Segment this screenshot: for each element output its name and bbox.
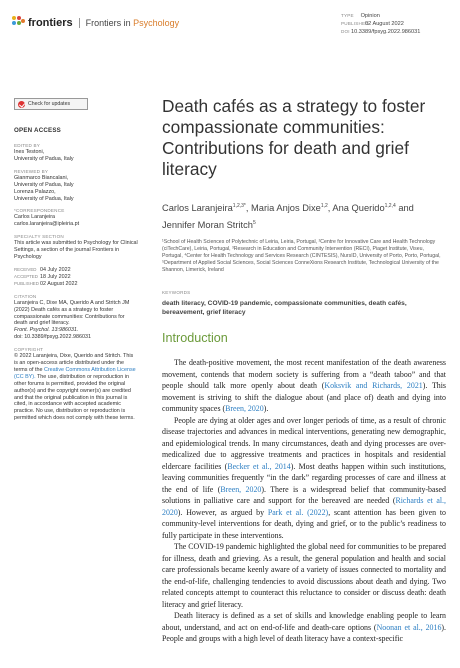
citation-link[interactable]: Park et al. (2022) — [267, 507, 329, 517]
journal-accent: Psychology — [133, 17, 180, 28]
accepted-date — [14, 274, 138, 281]
article-body — [162, 357, 446, 645]
citation-journal: Front. Psychol. 13:986031. — [14, 327, 79, 334]
author-separator: , — [245, 203, 252, 214]
correspondence-label: *CORRESPONDENCE — [14, 208, 65, 214]
published-value: 02 August 2022 — [40, 280, 78, 287]
citation-link[interactable]: Koksvik and Richards, 2021 — [324, 381, 423, 391]
author-affiliation-marker: 1,2,3* — [232, 203, 246, 209]
meta-type-value: Opinion — [360, 13, 380, 19]
accepted-label: ACCEPTED — [14, 273, 38, 279]
citation-link[interactable]: Noonan et al., 2016 — [376, 622, 442, 632]
article-sidebar — [14, 98, 138, 422]
received-value: 04 July 2022 — [40, 266, 71, 273]
citation-label: CITATION — [14, 293, 37, 299]
author-list — [162, 199, 446, 233]
copyright-label: COPYRIGHT — [14, 347, 44, 353]
citation-text — [14, 300, 138, 341]
publisher-name: frontiers — [28, 16, 73, 29]
received-label: RECEIVED — [14, 266, 37, 272]
author-name[interactable]: Maria Anjos Dixe — [251, 203, 321, 214]
check-updates-icon — [18, 101, 25, 108]
author-separator: , — [327, 203, 333, 214]
author-name[interactable]: Carlos Laranjeira — [162, 203, 233, 214]
frontiers-logo[interactable] — [12, 16, 179, 29]
correspondence-text[interactable]: Carlos Laranjeira carlos.laranjeira@ipleiria.pt — [14, 214, 80, 228]
paragraph-text: ). However, as argued by — [177, 507, 268, 517]
body-paragraph — [162, 415, 446, 542]
paragraph-text: , scant attention has been given to community-level interventions for death, dying and grief, or to the public’s readiness to fully participate in these interventions. — [162, 507, 446, 540]
open-access-label: OPEN ACCESS — [14, 127, 62, 134]
body-paragraph — [162, 541, 446, 610]
body-paragraph — [162, 610, 446, 645]
author-affiliation-marker: 1,2 — [320, 203, 328, 209]
journal-name — [86, 18, 180, 28]
cc-by-license-link[interactable]: Creative Commons Attribution License (CC BY). — [14, 366, 136, 380]
author-affiliation-marker: 1,2,4 — [384, 203, 396, 209]
published-date — [14, 281, 138, 288]
accepted-value: 18 July 2022 — [40, 273, 71, 280]
keywords-label: KEYWORDS — [162, 290, 191, 296]
meta-doi-label: DOI — [341, 29, 350, 34]
paragraph-text: ). This movement is striving to shift the dialogue about (and place of) death and dying into community spaces ( — [162, 381, 446, 414]
keywords-text: death literacy, COVID-19 pandemic, compassionate communities, death cafés, bereavement, grief literacy — [162, 300, 407, 317]
published-label: PUBLISHED — [14, 280, 39, 286]
citation-link[interactable]: Breen, 2020 — [225, 404, 264, 414]
check-for-updates-button[interactable] — [14, 98, 88, 110]
specialty-section-label: SPECIALTY SECTION — [14, 234, 64, 240]
paragraph-text: The COVID-19 pandemic highlighted the global need for communities to be prepared for illness, death and grieving. As a result, the general population and health and social care professionals became keenly aware of a variety of issues connected to mortality and the end-of-life, challenging tendencies to avoid discussions about death and dying. Two related concepts attempt to counteract this reluctance to consider or discuss death: death literacy and grief literacy. — [162, 542, 446, 609]
copyright-text — [14, 353, 138, 422]
citation-link[interactable]: Becker et al., 2014 — [227, 461, 291, 471]
specialty-section-text: This article was submitted to Psychology for Clinical Settings, a section of the journal Frontiers in Psychology — [14, 240, 138, 261]
check-updates-label: Check for updates — [28, 101, 71, 107]
section-heading-introduction: Introduction — [162, 331, 228, 346]
meta-published-label: PUBLISHED — [341, 21, 369, 26]
edited-by-text: Ines Testoni, University of Padua, Italy — [14, 149, 74, 162]
paragraph-text: ). Most deaths happen within such institutions, leaving communities frequently “in the dark” regarding processes of care and illness at the end of life ( — [162, 461, 446, 494]
paragraph-text: ). — [263, 404, 269, 414]
meta-doi-value[interactable]: 10.3389/fpsyg.2022.986031 — [351, 29, 421, 35]
paragraph-text: The death-positive movement, the most recent manifestation of the death awareness movement, contends that modern society is suffering from a “death taboo” and that people should talk more openly about death ( — [162, 358, 446, 391]
meta-doi — [341, 28, 420, 36]
paragraph-text: Death literacy is defined as a set of skills and knowledge enabling people to learn about, understand, and act on end-of-life and death-care options ( — [162, 611, 446, 632]
meta-published-value: 02 August 2022 — [365, 21, 404, 27]
edited-by-label: EDITED BY — [14, 143, 41, 148]
article-dates — [14, 267, 138, 288]
reviewed-by-text: Gianmarco Biancalani, University of Padua, Italy Lorenza Palazzo, University of Padua, Italy — [14, 174, 74, 202]
copyright-part-b: The use, distribution or reproduction in other forums is permitted, provided the original author(s) and the copyright owner(s) are credited and that the original publication in this journal is cited, in accordance with accepted academic practice. No use, distribution or reproduction is permitted which does not comply with these terms. — [14, 373, 135, 422]
citation-link[interactable]: Breen, 2020 — [220, 484, 262, 494]
reviewed-by-label: REVIEWED BY — [14, 168, 49, 174]
meta-published — [341, 20, 420, 28]
frontiers-logo-icon — [12, 16, 25, 29]
author-name[interactable]: Ana Querido — [332, 203, 385, 214]
citation-body: Laranjeira C, Dixe MA, Querido A and Stritch JM (2022) Death cafés as a strategy to foster compassionate communities: Contributions for death and grief literacy. — [14, 299, 130, 327]
author-name[interactable]: Jennifer Moran Stritch — [162, 220, 253, 231]
paragraph-text: ). People and groups with a high level of death literacy have a context-specific — [162, 622, 446, 644]
author-affiliation-marker: 5 — [252, 220, 256, 227]
meta-type — [341, 12, 420, 20]
citation-doi[interactable]: doi: 10.3389/fpsyg.2022.986031 — [14, 334, 92, 341]
journal-prefix: Frontiers in — [85, 17, 134, 28]
author-separator: and — [395, 203, 414, 214]
body-paragraph — [162, 357, 446, 415]
paragraph-text: People are dying at older ages and over longer periods of time, as a result of chronic disease trajectories and advances in medical interventions, generating new demographic, and epidemiological trends. In many circumstances, death and dying processes are over-medicalized due to aggressive treatments and practices in hospitals and residential eldercare facilities ( — [162, 415, 446, 471]
article-main — [162, 96, 446, 645]
logo-divider — [79, 18, 80, 28]
affiliations: ¹School of Health Sciences of Polytechnic of Leiria, Leiria, Portugal, ²Centre for Innovative Care and Health Technology (ciTechCare), Leiria, Portugal, ³Research in Education and Community Intervention (RECI), Piaget Institute, Viseu, Portugal, ⁴Center for Health Technology and Services Research (CINTESIS), NursID, University of Porto, Porto, Portugal, ⁵Department of Applied Social Sciences, Social Sciences ConneXions Research Institute, Technological University of the Shannon, Limerick, Ireland — [162, 239, 441, 274]
article-meta — [341, 12, 420, 36]
received-date — [14, 267, 138, 274]
citation-link[interactable]: Richards et al., 2020 — [162, 496, 446, 517]
paragraph-text: ). There is a widespread belief that community-based solutions in palliative care and support for the bereaved are needed ( — [162, 484, 446, 506]
meta-type-label: TYPE — [341, 13, 354, 18]
page-header — [0, 0, 460, 44]
article-title: Death cafés as a strategy to foster compassionate communities: Contributions for death and grief literacy — [162, 96, 426, 179]
copyright-part-a: © 2022 Laranjeira, Dixe, Querido and Stritch. This is an open-access article distributed under the terms of the — [14, 353, 134, 373]
